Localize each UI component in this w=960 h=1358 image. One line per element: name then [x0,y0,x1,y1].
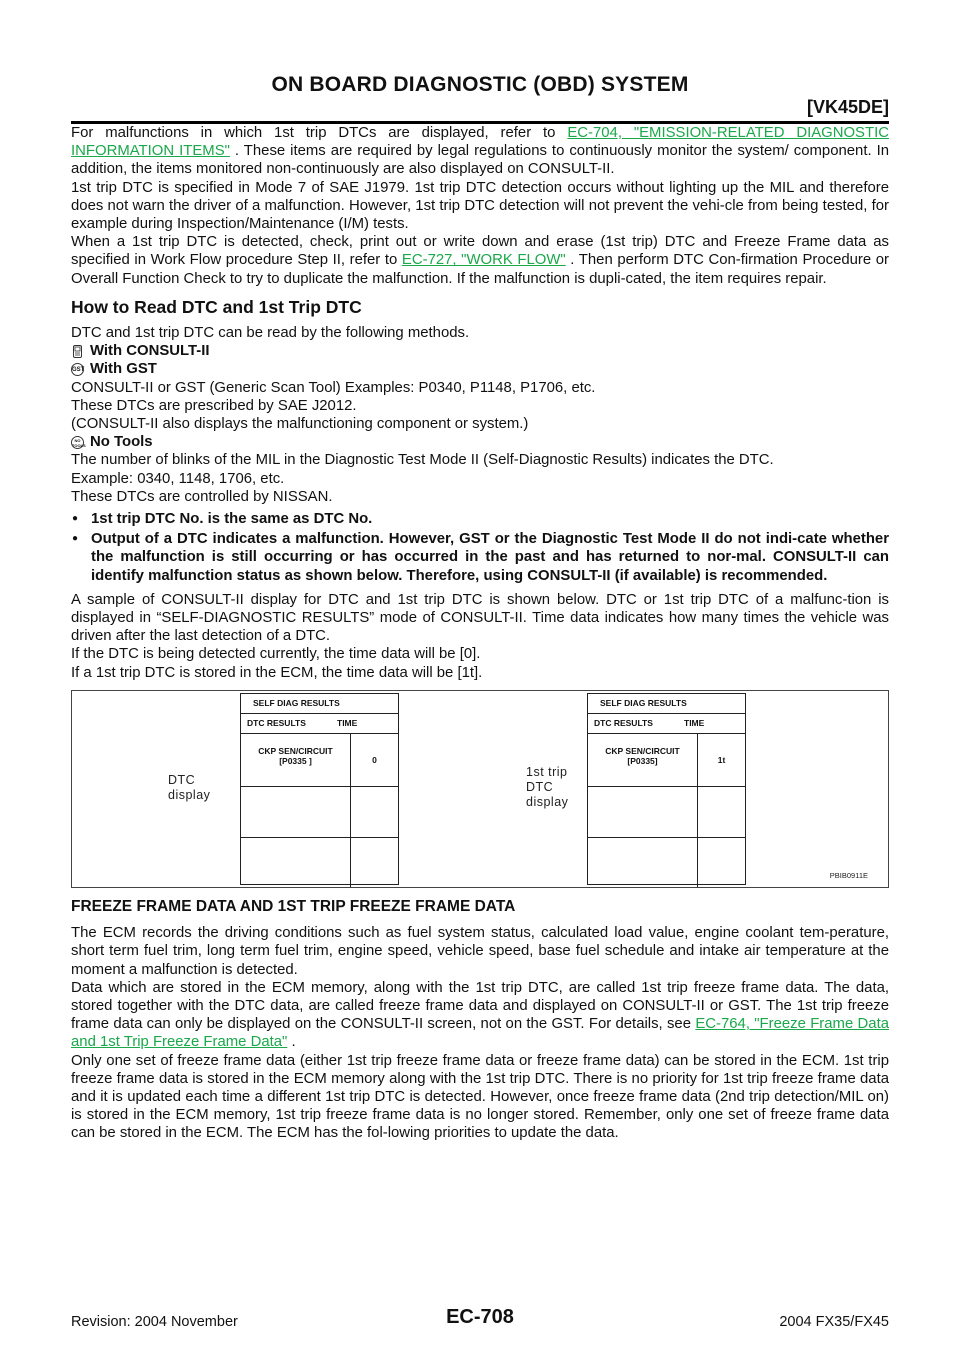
intro-paragraph-2: 1st trip DTC is specified in Mode 7 of SAE J1979. 1st trip DTC detection occurs without lighting up the MIL and therefore does not warn the driver of a malfunction. However, 1st trip DTC detection will not prevent the vehi-cle from being tested, for example during Inspection/Maintenance (I/M) tests. [71,179,889,233]
table-row: CKP SEN/CIRCUIT [P0335 ] 0 [241,734,398,787]
table-row [241,838,398,887]
intro-paragraph-3: When a 1st trip DTC is detected, check, print out or write down and erase (1st trip) DTC and Freeze Frame data as specified in Work Flow procedure Step II, refer to EC-727, "WORK FLOW" . Then perform DTC Con-firmation Procedure or Overall Function Check to try to duplicate the malfunction. If the malfunction is dupli-cated, the item requires repair. [71,234,889,287]
link-emission-related-info[interactable]: EC-704, "EMISSION-RELATED DIAGNOSTIC INFORMATION ITEMS" [71,125,889,160]
gst-text-1: CONSULT-II or GST (Generic Scan Tool) Examples: P0340, P1148, P1706, etc. [71,379,596,396]
section-heading-freeze-frame: FREEZE FRAME DATA AND 1ST TRIP FREEZE FRAME DATA [71,897,516,915]
main-content [71,124,889,1143]
gst-icon: GST [71,363,84,376]
bullet-item: ● Output of a DTC indicates a malfunction. However, GST or the Diagnostic Test Mode II do not indi-cate whether the malfunction is still occurring or has occurred in the past and has returned to nor-mal. CONSULT-II can identify malfunction status as shown below. Therefore, using CONSULT-II (if available) is recommended. [91,530,889,585]
table-header: DTC RESULTS TIME [588,714,745,734]
engine-code: [VK45DE] [806,97,889,117]
freeze-paragraph-3: Only one set of freeze frame data (either 1st trip freeze frame data or freeze frame data) can be stored in the ECM. 1st trip freeze frame data is stored in the ECM memory along with the 1st trip DTC. There is no priority for 1st trip freeze frame data and it is updated each time a different 1st trip DTC is detected. However, once freeze frame data (2nd trip detection/MIL on) is stored in the ECM memory, 1st trip freeze frame data is no longer stored. Remember, only one set of freeze frame data can be stored in the ECM. The ECM has the fol-lowing priorities to update the data. [71,1052,889,1142]
read-methods-text: DTC and 1st trip DTC can be read by the following methods. [71,325,470,342]
no-tools-text-2: Example: 0340, 1148, 1706, etc. [71,470,285,487]
sample-text-3: If a 1st trip DTC is stored in the ECM, the time data will be [1t]. [71,664,483,681]
consult-display-figure [71,690,889,888]
consult-icon [71,345,84,358]
consult-method: With CONSULT-II [71,342,889,360]
table-row [588,787,745,838]
intro-paragraph-1: For malfunctions in which 1st trip DTCs are displayed, refer to EC-704, "EMISSION-RELATED DIAGNOSTIC INFORMATION ITEMS" . These items are required by legal regulations to continuously monitor the system/ component. In addition, the items monitored non-continuously are also displayed on CONSULT-II. [71,125,890,178]
page-number: EC-708 [446,1306,514,1328]
bullet-item: ● 1st trip DTC No. is the same as DTC No. [91,510,889,528]
gst-method: GST With GST [72,361,157,378]
dtc-display-label: DTC display [168,772,211,802]
gst-text-2: These DTCs are prescribed by SAE J2012. [71,397,357,414]
table-title: SELF DIAG RESULTS [241,694,398,714]
table-row: CKP SEN/CIRCUIT [P0335] 1t [588,734,745,787]
vehicle-model: 2004 FX35/FX45 [779,1314,889,1330]
freeze-paragraph-1: The ECM records the driving conditions such as fuel system status, calculated load value, engine coolant tem-perature, short term fuel trim, long term fuel trim, engine speed, vehicle speed, base fuel schedule and intake air temperature at the moment a malfunction is detected. [71,925,889,978]
page-title: ON BOARD DIAGNOSTIC (OBD) SYSTEM [271,73,689,96]
freeze-paragraph-2: Data which are stored in the ECM memory, along with the 1st trip DTC, are called 1st trip freeze frame data. The data, stored together with the DTC data, are called freeze frame data and displayed on CONSULT-II or GST. The 1st trip freeze frame data can only be displayed on the CONSULT-II screen, not on the GST. For details, see EC-764, "Freeze Frame Data and 1st Trip Freeze Frame Data" . [71,979,889,1051]
sample-text-1: A sample of CONSULT-II display for DTC and 1st trip DTC is shown below. DTC or 1st trip DTC of a malfunc-tion is displayed in “SELF-DIAGNOSTIC RESULTS” mode of CONSULT-II. Time data indicates how many times the vehicle was driven after the last detection of a DTC. [71,591,889,645]
note-bullets [71,510,889,585]
sample-text-2: If the DTC is being detected currently, the time data will be [0]. [71,646,481,663]
table-title: SELF DIAG RESULTS [588,694,745,714]
gst-text-3: (CONSULT-II also displays the malfunctioning component or system.) [71,416,529,433]
section-heading-read-dtc: How to Read DTC and 1st Trip DTC [71,296,362,317]
first-trip-dtc-display-label: 1st trip DTC display [526,764,569,809]
figure-code: PBIB0911E [829,870,868,880]
no-tools-text-3: These DTCs are controlled by NISSAN. [71,488,333,505]
table-header: DTC RESULTS TIME [241,714,398,734]
link-work-flow[interactable]: EC-727, "WORK FLOW" [401,252,566,269]
no-tools-icon: NO TOOLS [72,437,86,448]
first-trip-dtc-display-table [587,693,746,885]
table-row [588,838,745,887]
table-row [241,787,398,838]
link-freeze-frame-data[interactable]: EC-764, "Freeze Frame Data and 1st Trip Freeze Frame Data" [71,1016,889,1051]
no-tools-method: NO TOOLS No Tools [72,434,153,451]
revision-date: Revision: 2004 November [71,1314,238,1330]
no-tools-text-1: The number of blinks of the MIL in the Diagnostic Test Mode II (Self-Diagnostic Results) indicates the DTC. [71,452,774,469]
dtc-display-table [240,693,399,885]
